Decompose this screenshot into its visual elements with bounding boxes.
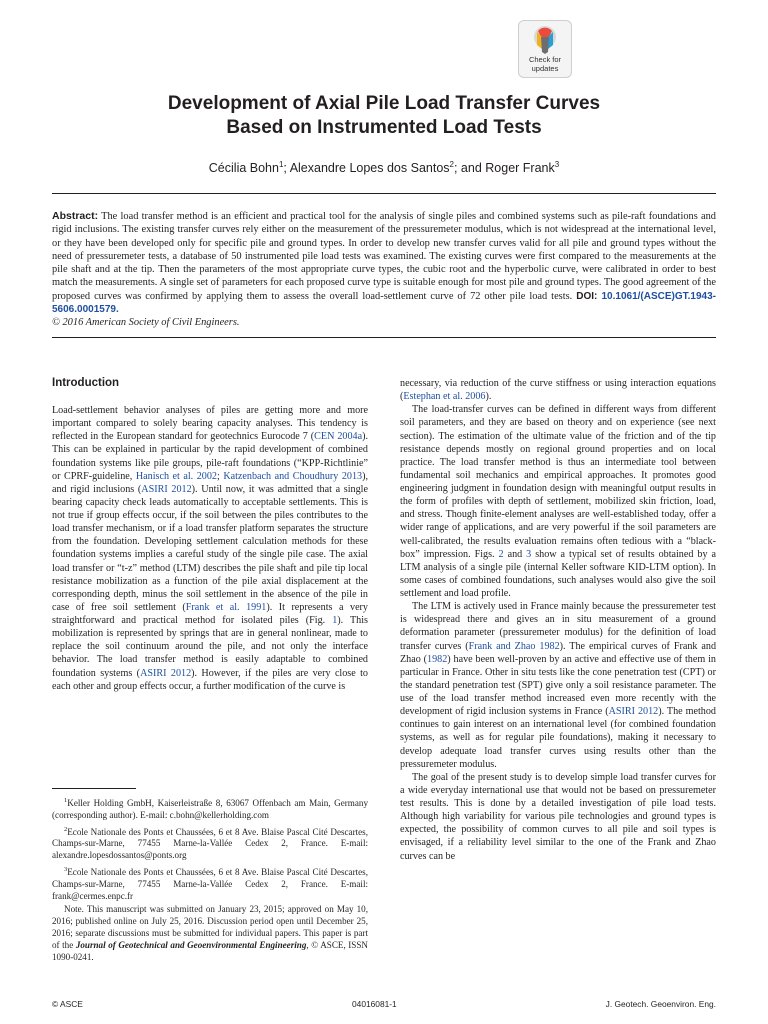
text-run: and xyxy=(503,548,527,560)
text-run: ). xyxy=(485,391,492,403)
citation-link[interactable]: CEN 2004a xyxy=(314,431,363,443)
citation-link[interactable]: Frank et al. 1991 xyxy=(185,601,267,613)
text-run: ). It represents a very straightforward and practical method for isolated piles (Fig. xyxy=(52,601,368,626)
footnote-marker: 2 xyxy=(64,825,68,833)
citation-link[interactable]: Frank and Zhao 1982 xyxy=(468,640,560,652)
doi-label: DOI: xyxy=(576,290,598,302)
footnote-2 xyxy=(52,824,368,862)
text-run: ) have been well-proven by an active and effective use of them in particular in France. Other in situ tests like the cone penetration test (CPT) or the standard penetration test (SPT) give only a soil resistance parameter. The use of the load transfer method increased even more recently with the development of rigid inclusion systems in France ( xyxy=(400,653,716,718)
citation-link[interactable]: Estephan et al. 2006 xyxy=(403,391,486,403)
author-sep: ; xyxy=(283,161,290,176)
right-column xyxy=(400,377,716,863)
crossmark-icon xyxy=(532,25,558,55)
badge-line-2: updates xyxy=(531,63,559,73)
text-run: necessary, via reduction of the curve stiffness or using interaction equations ( xyxy=(400,378,716,403)
footnote-divider xyxy=(52,788,136,789)
abstract-text: The load transfer method is an efficient and practical tool for the analysis of single piles and combined systems such as pile-raft foundations and rigid inclusions. The existing transfer curves rely either on the measurement of the pressuremeter modulus, which is not widespread at the international level, or they have been developed only for specific pile and ground types. In order to develop new transfer curves valid for all pile and ground types without the need of pressuremeter tests, a database of 50 instrumented pile load tests was examined. The existing curves were first compared to the measurements at the pile shaft and at the tip. Then the parameters of the most appropriate curve types, the cubic root and the hyperbolic curve, were calibrated in order to best match the measurements. A single set of parameters for each proposed curve type is suitable enough for most pile and ground types. The good agreement of the proposed curves was confirmed by applying them to assess the overall load-settlement curve of 72 other pile load tests. xyxy=(52,211,716,302)
title-line-1: Development of Axial Pile Load Transfer Curves xyxy=(167,93,601,114)
paper-title xyxy=(0,92,768,140)
citation-link[interactable]: ASIRI 2012 xyxy=(608,706,659,718)
intro-paragraph xyxy=(52,404,368,693)
footer-publisher: © ASCE xyxy=(52,999,83,1009)
footnote-3 xyxy=(52,864,368,902)
author-2: Alexandre Lopes dos Santos xyxy=(289,161,450,176)
text-run: The LTM is actively used in France mainly because the pressuremeter test is widespread there and gives an in situ measurement of a ground deformation parameter (pressuremeter modulus) for the definition of load transfer curves ( xyxy=(400,601,716,652)
badge-line-1: Check for xyxy=(528,55,562,64)
badge-label xyxy=(519,56,571,73)
footnote-text: Ecole Nationale des Ponts et Chaussées, 6 et 8 Ave. Blaise Pascal Cité Descartes, Champs-sur-Marne, 77455 Marne-la-Vallée Cedex 2, France. E-mail: frank@cermes.enpc.fr xyxy=(52,867,368,901)
paragraph xyxy=(400,377,716,403)
citation-link[interactable]: Katzenbach and Choudhury 2013 xyxy=(223,470,363,482)
paragraph xyxy=(400,403,716,600)
check-for-updates-badge[interactable] xyxy=(518,20,572,78)
text-run: Load-settlement behavior analyses of piles are getting more and more important compared to solely bearing capacity analyses. This tendency is reflected in the European standard for geotechnics Eurocode 7 ( xyxy=(52,405,368,443)
figure-link[interactable]: 1 xyxy=(332,615,338,626)
abstract-label: Abstract: xyxy=(52,210,99,222)
footnote-text: Keller Holding GmbH, Kaiserleistraße 8, 63067 Offenbach am Main, Germany (corresponding author). E-mail: c.bohn@kellerholding.com xyxy=(52,798,368,820)
citation-link[interactable]: 1982 xyxy=(427,653,448,665)
footnote-marker: 3 xyxy=(64,866,68,874)
citation-link[interactable]: ASIRI 2012 xyxy=(140,667,192,679)
author-sep: ; and xyxy=(453,161,486,176)
text-run: The load-transfer curves can be defined in different ways from different soil parameters, and they are based on theory and on experience (see next section). The estimation of the ultimate value of the friction and of the tip resistance depends mostly on regional ground properties and on local practice. The load transfer method is thus an intermediate tool between fundamental soil mechanics and empirical approaches. It promotes good engineering judgment in foundation design with meaningful output results in the form of profiles with depth of settlement, mobilized skin friction, load, and stress. Though finite-element analyses are well-established today, offer a wider range of applications, and are very powerful if the soil parameters are well-calibrated, the results evaluation remains often tedious with a “black-box” impression. Figs. xyxy=(400,404,716,560)
author-1-affil: 1 xyxy=(278,160,284,169)
figure-link[interactable]: 2 xyxy=(498,548,504,560)
text-run: ), and rigid inclusions ( xyxy=(52,470,368,495)
text-run: ). This can be explained in particular by the rapid development of combined foundation systems like pile groups, pile-raft foundations (“KPP-Richtlinie” or CPRF-guideline, xyxy=(52,431,368,482)
footer-journal: J. Geotech. Geoenviron. Eng. xyxy=(605,999,716,1009)
citation-link[interactable]: Hanisch et al. 2002 xyxy=(135,470,217,482)
footnote-1 xyxy=(52,795,368,822)
note-text: , © ASCE, ISSN 1090-0241. xyxy=(52,939,368,962)
title-line-2: Based on Instrumented Load Tests xyxy=(226,117,542,138)
abstract-block xyxy=(52,193,716,338)
text-run: ; xyxy=(216,470,224,482)
text-run: ). Until now, it was admitted that a single bearing capacity check leads automatically to acceptable settlements. This is not true if group effects occur, if the soil between the piles contributes to the load transfer mechanism, or if a load transfer platform separates the structure from the foundation. Developing settlement calculation methods for these foundation systems implies a careful study of the single pile case. The axial load transfer or “t-z” method (LTM) describes the pile shaft and pile tip local resistance mobilization as a function of the pile axial displacement at the corresponding depth, minus the soil settlement in the absence of the pile in case of free soil settlement ( xyxy=(52,483,368,613)
text-run: ). The empirical curves of Frank and Zhao ( xyxy=(400,640,717,665)
text-run: ). The method continues to gain interest on an international level (for combined foundation systems, as well as for regular pile foundations), making it necessary to develop adequate load transfer curves using results other than the pressuremeter modulus. xyxy=(400,706,716,770)
left-column xyxy=(52,404,368,693)
author-1: Cécilia Bohn xyxy=(208,161,279,176)
paragraph xyxy=(400,600,716,771)
footnotes xyxy=(52,795,368,965)
text-run: ). This mobilization is represented by springs that are in general nonlinear, made to replace the soil continuum around the pile, and not only the interface behavior. The load transfer method is easily adaptable to combined foundation systems ( xyxy=(52,615,368,679)
author-3-affil: 3 xyxy=(554,160,560,169)
paragraph xyxy=(400,771,716,863)
manuscript-note xyxy=(52,904,368,963)
doi-link[interactable]: 10.1061/(ASCE)GT.1943-5606.0001579. xyxy=(52,290,717,315)
text-run: ). However, if the piles are very close to each other and group effects occur, a further modification of the curve is xyxy=(52,667,368,692)
figure-link[interactable]: 3 xyxy=(526,548,532,560)
copyright-notice: © 2016 American Society of Civil Engineers. xyxy=(52,317,240,328)
section-heading-introduction: Introduction xyxy=(52,377,120,389)
author-3: Roger Frank xyxy=(485,161,555,176)
footnote-text: Ecole Nationale des Ponts et Chaussées, 6 et 8 Ave. Blaise Pascal Cité Descartes, Champs-sur-Marne, 77455 Marne-la-Vallée Cedex 2, France. E-mail: alexandre.lopesdossantos@ponts.org xyxy=(52,826,368,861)
text-run: show a typical set of results obtained by a LTM analysis of a single pile (internal Keller software KID-LTM option). In some cases of combined foundations, such analyses would also give the soil settlement and load profile. xyxy=(400,548,716,599)
author-list xyxy=(0,160,768,175)
note-text: Note. This manuscript was submitted on January 23, 2015; approved on May 10, 2016; published online on July 25, 2016. Discussion period open until December 25, 2016; separate discussions must be submitted for individual papers. This paper is part of the xyxy=(52,904,368,950)
journal-name: Journal of Geotechnical and Geoenvironmental Engineering xyxy=(75,939,307,950)
footnote-marker: 1 xyxy=(64,797,68,804)
citation-link[interactable]: ASIRI 2012 xyxy=(141,483,192,495)
footer-article-number: 04016081-1 xyxy=(352,999,397,1009)
author-2-affil: 2 xyxy=(449,160,454,169)
text-run: The goal of the present study is to develop simple load transfer curves for a wide everyday international use that would not be based on pressuremeter test results. This is done by a detailed investigation of pile load tests. Although high variability for various pile technologies and ground types is expected, the possibility of common curves to all pile and soil types is envisaged, if a reliability level similar to the one of the Frank and Zhao curves can be xyxy=(400,771,716,862)
